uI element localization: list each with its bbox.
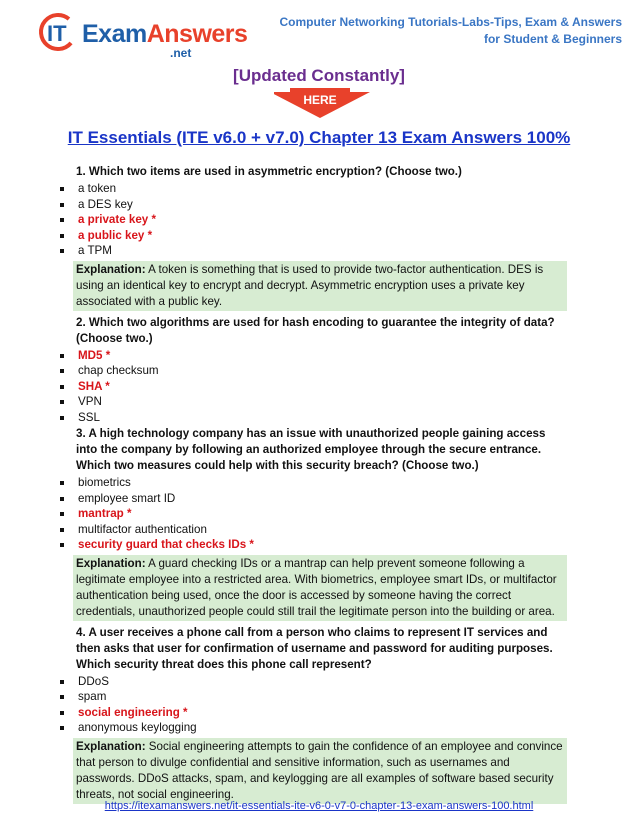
answer-option: a TPM bbox=[0, 243, 638, 259]
question-text: 3. A high technology company has an issue with unauthorized people gaining access into the company by following an authorized employee through the secure entrance. Which two measures could help with this security breach? (Choose two.) bbox=[76, 427, 546, 472]
tagline-line-2: for Student & Beginners bbox=[483, 32, 622, 46]
answer-option: a DES key bbox=[0, 197, 638, 213]
site-tagline bbox=[279, 14, 622, 48]
site-logo[interactable] bbox=[38, 10, 248, 60]
page-header bbox=[0, 0, 638, 60]
answer-option: a token bbox=[0, 181, 638, 197]
answer-option-correct: social engineering * bbox=[0, 705, 638, 721]
logo-wordmark bbox=[82, 20, 247, 49]
footer-url-link[interactable]: https://itexamanswers.net/it-essentials-ite-v6-0-v7-0-chapter-13-exam-answers-100.html bbox=[104, 800, 534, 812]
question-text: 2. Which two algorithms are used for hash encoding to guarantee the integrity of data? (Choose two.) bbox=[76, 315, 555, 345]
answer-options bbox=[0, 674, 638, 736]
explanation-label: Explanation: bbox=[76, 739, 146, 753]
explanation-label: Explanation: bbox=[76, 556, 146, 570]
question-text: 1. Which two items are used in asymmetric encryption? (Choose two.) bbox=[76, 165, 462, 178]
answer-option-correct: mantrap * bbox=[0, 506, 638, 522]
logo-answers: Answers bbox=[146, 20, 248, 48]
tagline-line-1: Computer Networking Tutorials-Labs-Tips, Exam & Answers bbox=[279, 15, 622, 29]
answer-options bbox=[0, 181, 638, 259]
answer-options bbox=[0, 475, 638, 553]
question-text: 4. A user receives a phone call from a person who claims to represent IT services and then asks that user for confirmation of username and password for auditing purposes. Which security threat does this phone call represent? bbox=[76, 625, 553, 671]
explanation-text: Social engineering attempts to gain the confidence of an employee and convince that person to divulge confidential and sensitive information, such as usernames and passwords. DDoS attacks, spam, and keylogging are all examples of software based security threats, not social engineering. bbox=[76, 739, 563, 801]
answer-option: employee smart ID bbox=[0, 491, 638, 507]
answer-option: chap checksum bbox=[0, 363, 638, 379]
answer-option-correct: MD5 * bbox=[0, 348, 638, 364]
explanation-text: A token is something that is used to provide two-factor authentication. DES is using an identical key to encrypt and decrypt. Asymmetric encryption uses a private key associated with a public key. bbox=[76, 262, 544, 308]
answer-option: biometrics bbox=[0, 475, 638, 491]
answer-option-correct: a private key * bbox=[0, 212, 638, 228]
questions-list bbox=[0, 160, 638, 804]
explanation-box bbox=[73, 261, 567, 311]
here-label: HERE bbox=[303, 93, 337, 107]
updated-banner[interactable]: [Updated Constantly] bbox=[233, 66, 405, 85]
explanation-box bbox=[73, 738, 567, 804]
logo-it-circle-icon bbox=[38, 10, 82, 54]
explanation-label: Explanation: bbox=[76, 262, 146, 276]
answer-option-correct: a public key * bbox=[0, 228, 638, 244]
page-title[interactable]: IT Essentials (ITE v6.0 + v7.0) Chapter 13 Exam Answers 100% bbox=[67, 128, 571, 147]
answer-option: multifactor authentication bbox=[0, 522, 638, 538]
answer-option: DDoS bbox=[0, 674, 638, 690]
logo-it-text: IT bbox=[47, 21, 67, 46]
answer-options bbox=[0, 348, 638, 426]
answer-option: SSL bbox=[0, 410, 638, 426]
answer-option-correct: security guard that checks IDs * bbox=[0, 537, 638, 553]
answer-option: anonymous keylogging bbox=[0, 720, 638, 736]
answer-option: VPN bbox=[0, 394, 638, 410]
answer-option-correct: SHA * bbox=[0, 379, 638, 395]
logo-exam: Exam bbox=[82, 20, 147, 48]
explanation-text: A guard checking IDs or a mantrap can help prevent someone following a legitimate employee into a restricted area. With biometrics, employee smart IDs, or multifactor authentication being used, once the door is accessed by someone having the correct credentials, unauthorized people could still trail the legitimate person into the building or area. bbox=[76, 556, 557, 618]
logo-net: .net bbox=[170, 46, 192, 60]
answer-option: spam bbox=[0, 689, 638, 705]
explanation-box bbox=[73, 555, 567, 621]
